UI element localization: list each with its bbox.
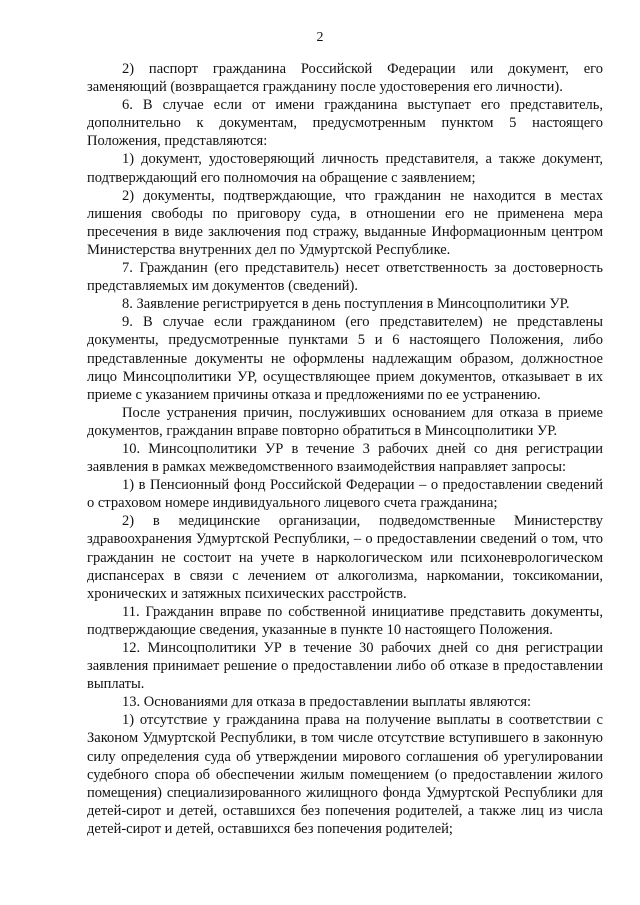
paragraph-10: 10. Минсоцполитики УР в течение 3 рабочих дней со дня регистрации заявления в рамках межведомственного взаимодействия направляет запросы: — [87, 440, 603, 476]
paragraph-11: 11. Гражданин вправе по собственной инициативе представить документы, подтверждающие сведения, указанные в пункте 10 настоящего Положения. — [87, 603, 603, 638]
paragraph-13-item-1: 1) отсутствие у гражданина права на получение выплаты в соответствии с Законом Удмуртской Республики, в том числе отсутствие вступившего в законную силу определения суда об утверждении мирового соглашения об урегулировании судебного спора об обеспечении жилым помещением (о предоставлении жилого помещения) специализированного жилищного фонда Удмуртской Республики для детей-сирот и детей, оставшихся без попечения родителей, а также лиц из числа детей-сирот и детей, оставшихся без попечения родителей; — [87, 712, 603, 837]
paragraph-10-item-2: 2) в медицинские организации, подведомственные Министерству здравоохранения Удмуртской Республики, – о предоставлении сведений о том, что гражданин не состоит на учете в наркологическом или психоневрологическом диспансерах в связи с лечением от алкоголизма, наркомании, токсикомании, хронических и затяжных психических расстройств. — [87, 513, 603, 602]
paragraph-6: 6. В случае если от имени гражданина выступает его представитель, дополнительно к документам, предусмотренным пунктом 5 настоящего Положения, представляются: — [87, 97, 603, 150]
paragraph-9: 9. В случае если гражданином (его представителем) не представлены документы, предусмотренные пунктами 5 и 6 настоящего Положения, либо представленные документы не оформлены надлежащим образом, должностное лицо Минсоцполитики УР, осуществляющее прием документов, отказывает в их приеме с указанием причины отказа и предложениями по ее устранению. — [87, 314, 603, 403]
paragraph-13: 13. Основаниями для отказа в предоставлении выплаты являются: — [122, 694, 532, 711]
page-number: 2 — [316, 30, 324, 45]
paragraph-7: 7. Гражданин (его представитель) несет ответственность за достоверность представляемых им документов (сведений). — [87, 260, 603, 295]
paragraph-6-item-1: 1) документ, удостоверяющий личность представителя, а также документ, подтверждающий его полномочия на обращение с заявлением; — [87, 151, 603, 186]
paragraph-10-item-1: 1) в Пенсионный фонд Российской Федерации – о предоставлении сведений о страховом номере индивидуального лицевого счета гражданина; — [87, 477, 603, 512]
paragraph-12: 12. Минсоцполитики УР в течение 30 рабочих дней со дня регистрации заявления принимает решение о предоставлении либо об отказе в предоставлении выплаты. — [87, 640, 603, 693]
paragraph-9-continuation: После устранения причин, послуживших основанием для отказа в приеме документов, гражданин вправе повторно обратиться в Минсоцполитики УР. — [87, 404, 603, 439]
paragraph-8: 8. Заявление регистрируется в день поступления в Минсоцполитики УР. — [122, 296, 570, 313]
paragraph-6-item-2: 2) документы, подтверждающие, что гражданин не находится в местах лишения свободы по приговору суда, в отношении его не применена мера пресечения в виде заключения под стражу, выданные Информационным центром Министерства внутренних дел по Удмуртской Республике. — [87, 187, 603, 258]
paragraph-passport-item: 2) паспорт гражданина Российской Федерации или документ, его заменяющий (возвращается гражданину после удостоверения его личности). — [87, 61, 603, 96]
document-body — [87, 60, 603, 838]
